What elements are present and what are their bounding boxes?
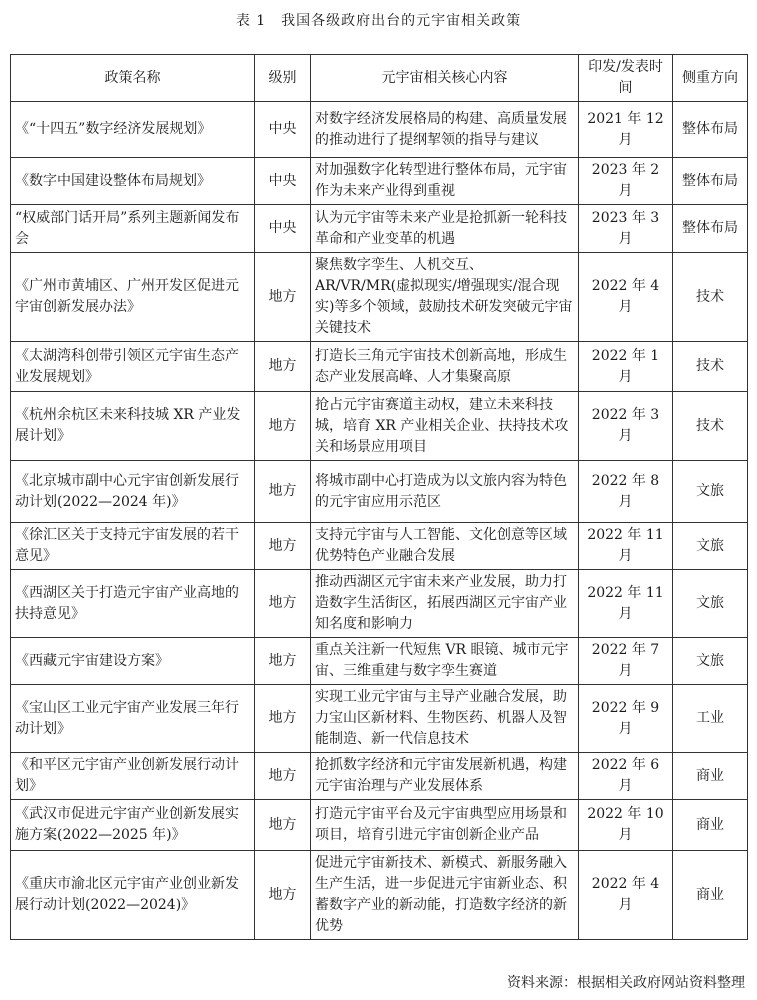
table-row (11, 102, 748, 158)
policy-table (10, 54, 748, 940)
focus-cell: 文旅 (673, 523, 748, 570)
policy-name-cell: 《徐汇区关于支持元宇宙发展的若干意见》 (11, 523, 255, 570)
policy-name-cell: 《和平区元宇宙产业创新发展行动计划》 (11, 753, 255, 800)
table-body (11, 102, 748, 940)
policy-name-cell: 《宝山区工业元宇宙产业发展三年行动计划》 (11, 685, 255, 753)
focus-cell: 整体布局 (673, 102, 748, 158)
date-cell: 2022 年 4 月 (579, 253, 673, 342)
table-row (11, 342, 748, 392)
focus-cell: 商业 (673, 851, 748, 940)
header-policy-name: 政策名称 (11, 55, 255, 102)
table-row (11, 570, 748, 638)
table-row (11, 158, 748, 205)
level-cell: 地方 (255, 461, 311, 523)
policy-name-cell: 《“十四五”数字经济发展规划》 (11, 102, 255, 158)
header-focus: 侧重方向 (673, 55, 748, 102)
level-cell: 地方 (255, 570, 311, 638)
header-date: 印发/发表时间 (579, 55, 673, 102)
level-cell: 地方 (255, 392, 311, 461)
date-cell: 2022 年 3 月 (579, 392, 673, 461)
focus-cell: 商业 (673, 753, 748, 800)
date-cell: 2022 年 4 月 (579, 851, 673, 940)
content-cell: 支持元宇宙与人工智能、文化创意等区域优势特色产业融合发展 (311, 523, 579, 570)
date-cell: 2022 年 10 月 (579, 800, 673, 851)
focus-cell: 文旅 (673, 461, 748, 523)
policy-name-cell: 《杭州余杭区未来科技城 XR 产业发展计划》 (11, 392, 255, 461)
table-header (11, 55, 748, 102)
level-cell: 地方 (255, 523, 311, 570)
table-caption: 表 1 我国各级政府出台的元宇宙相关政策 (235, 13, 522, 29)
content-cell: 实现工业元宇宙与主导产业融合发展，助力宝山区新材料、生物医药、机器人及智能制造、新一代信息技术 (311, 685, 579, 753)
table-row (11, 685, 748, 753)
level-cell: 地方 (255, 253, 311, 342)
content-cell: 推动西湖区元宇宙未来产业发展，助力打造数字生活街区，拓展西湖区元宇宙产业知名度和影响力 (311, 570, 579, 638)
content-cell: 抢占元宇宙赛道主动权，建立未来科技城，培育 XR 产业相关企业、扶持技术攻关和场景应用项目 (311, 392, 579, 461)
policy-name-cell: “权威部门话开局”系列主题新闻发布会 (11, 205, 255, 253)
level-cell: 地方 (255, 753, 311, 800)
table-row (11, 253, 748, 342)
table-row (11, 392, 748, 461)
level-cell: 中央 (255, 158, 311, 205)
content-cell: 聚焦数字孪生、人机交互、AR/VR/MR(虚拟现实/增强现实/混合现实)等多个领域，鼓励技术研发突破元宇宙关键技术 (311, 253, 579, 342)
table-row (11, 851, 748, 940)
level-cell: 地方 (255, 638, 311, 685)
focus-cell: 整体布局 (673, 158, 748, 205)
content-cell: 打造元宇宙平台及元宇宙典型应用场景和项目，培育引进元宇宙创新企业产品 (311, 800, 579, 851)
date-cell: 2023 年 3 月 (579, 205, 673, 253)
content-cell: 重点关注新一代短焦 VR 眼镜、城市元宇宙、三维重建与数字孪生赛道 (311, 638, 579, 685)
table-row (11, 205, 748, 253)
focus-cell: 整体布局 (673, 205, 748, 253)
content-cell: 对加强数字化转型进行整体布局，元宇宙作为未来产业得到重视 (311, 158, 579, 205)
level-cell: 中央 (255, 205, 311, 253)
focus-cell: 文旅 (673, 570, 748, 638)
content-cell: 抢抓数字经济和元宇宙发展新机遇，构建元宇宙治理与产业发展体系 (311, 753, 579, 800)
content-cell: 对数字经济发展格局的构建、高质量发展的推动进行了提纲挈领的指导与建议 (311, 102, 579, 158)
focus-cell: 技术 (673, 253, 748, 342)
header-level: 级别 (255, 55, 311, 102)
policy-name-cell: 《西藏元宇宙建设方案》 (11, 638, 255, 685)
header-core-content: 元宇宙相关核心内容 (311, 55, 579, 102)
content-cell: 打造长三角元宇宙技术创新高地，形成生态产业发展高峰、人才集聚高原 (311, 342, 579, 392)
header-row (11, 55, 748, 102)
content-cell: 促进元宇宙新技术、新模式、新服务融入生产生活，进一步促进元宇宙新业态、积蓄数字产业的新动能，打造数字经济的新优势 (311, 851, 579, 940)
date-cell: 2023 年 2 月 (579, 158, 673, 205)
table-row (11, 800, 748, 851)
date-cell: 2022 年 1 月 (579, 342, 673, 392)
date-cell: 2022 年 11 月 (579, 570, 673, 638)
focus-cell: 工业 (673, 685, 748, 753)
policy-name-cell: 《太湖湾科创带引领区元宇宙生态产业发展规划》 (11, 342, 255, 392)
level-cell: 地方 (255, 800, 311, 851)
date-cell: 2022 年 7 月 (579, 638, 673, 685)
table-row (11, 461, 748, 523)
level-cell: 地方 (255, 851, 311, 940)
date-cell: 2022 年 11 月 (579, 523, 673, 570)
table-row (11, 753, 748, 800)
policy-name-cell: 《西湖区关于打造元宇宙产业高地的扶持意见》 (11, 570, 255, 638)
content-cell: 认为元宇宙等未来产业是抢抓新一轮科技革命和产业变革的机遇 (311, 205, 579, 253)
content-cell: 将城市副中心打造成为以文旅内容为特色的元宇宙应用示范区 (311, 461, 579, 523)
level-cell: 中央 (255, 102, 311, 158)
policy-name-cell: 《武汉市促进元宇宙产业创新发展实施方案(2022—2025 年)》 (11, 800, 255, 851)
date-cell: 2021 年 12 月 (579, 102, 673, 158)
focus-cell: 文旅 (673, 638, 748, 685)
source-note: 资料来源：根据相关政府网站资料整理 (507, 975, 745, 991)
table-row (11, 638, 748, 685)
focus-cell: 技术 (673, 342, 748, 392)
table-row (11, 523, 748, 570)
policy-name-cell: 《重庆市渝北区元宇宙产业创业新发展行动计划(2022—2024)》 (11, 851, 255, 940)
focus-cell: 商业 (673, 800, 748, 851)
policy-name-cell: 《数字中国建设整体布局规划》 (11, 158, 255, 205)
date-cell: 2022 年 6 月 (579, 753, 673, 800)
policy-name-cell: 《北京城市副中心元宇宙创新发展行动计划(2022—2024 年)》 (11, 461, 255, 523)
policy-name-cell: 《广州市黄埔区、广州开发区促进元宇宙创新发展办法》 (11, 253, 255, 342)
level-cell: 地方 (255, 685, 311, 753)
level-cell: 地方 (255, 342, 311, 392)
date-cell: 2022 年 8 月 (579, 461, 673, 523)
date-cell: 2022 年 9 月 (579, 685, 673, 753)
focus-cell: 技术 (673, 392, 748, 461)
